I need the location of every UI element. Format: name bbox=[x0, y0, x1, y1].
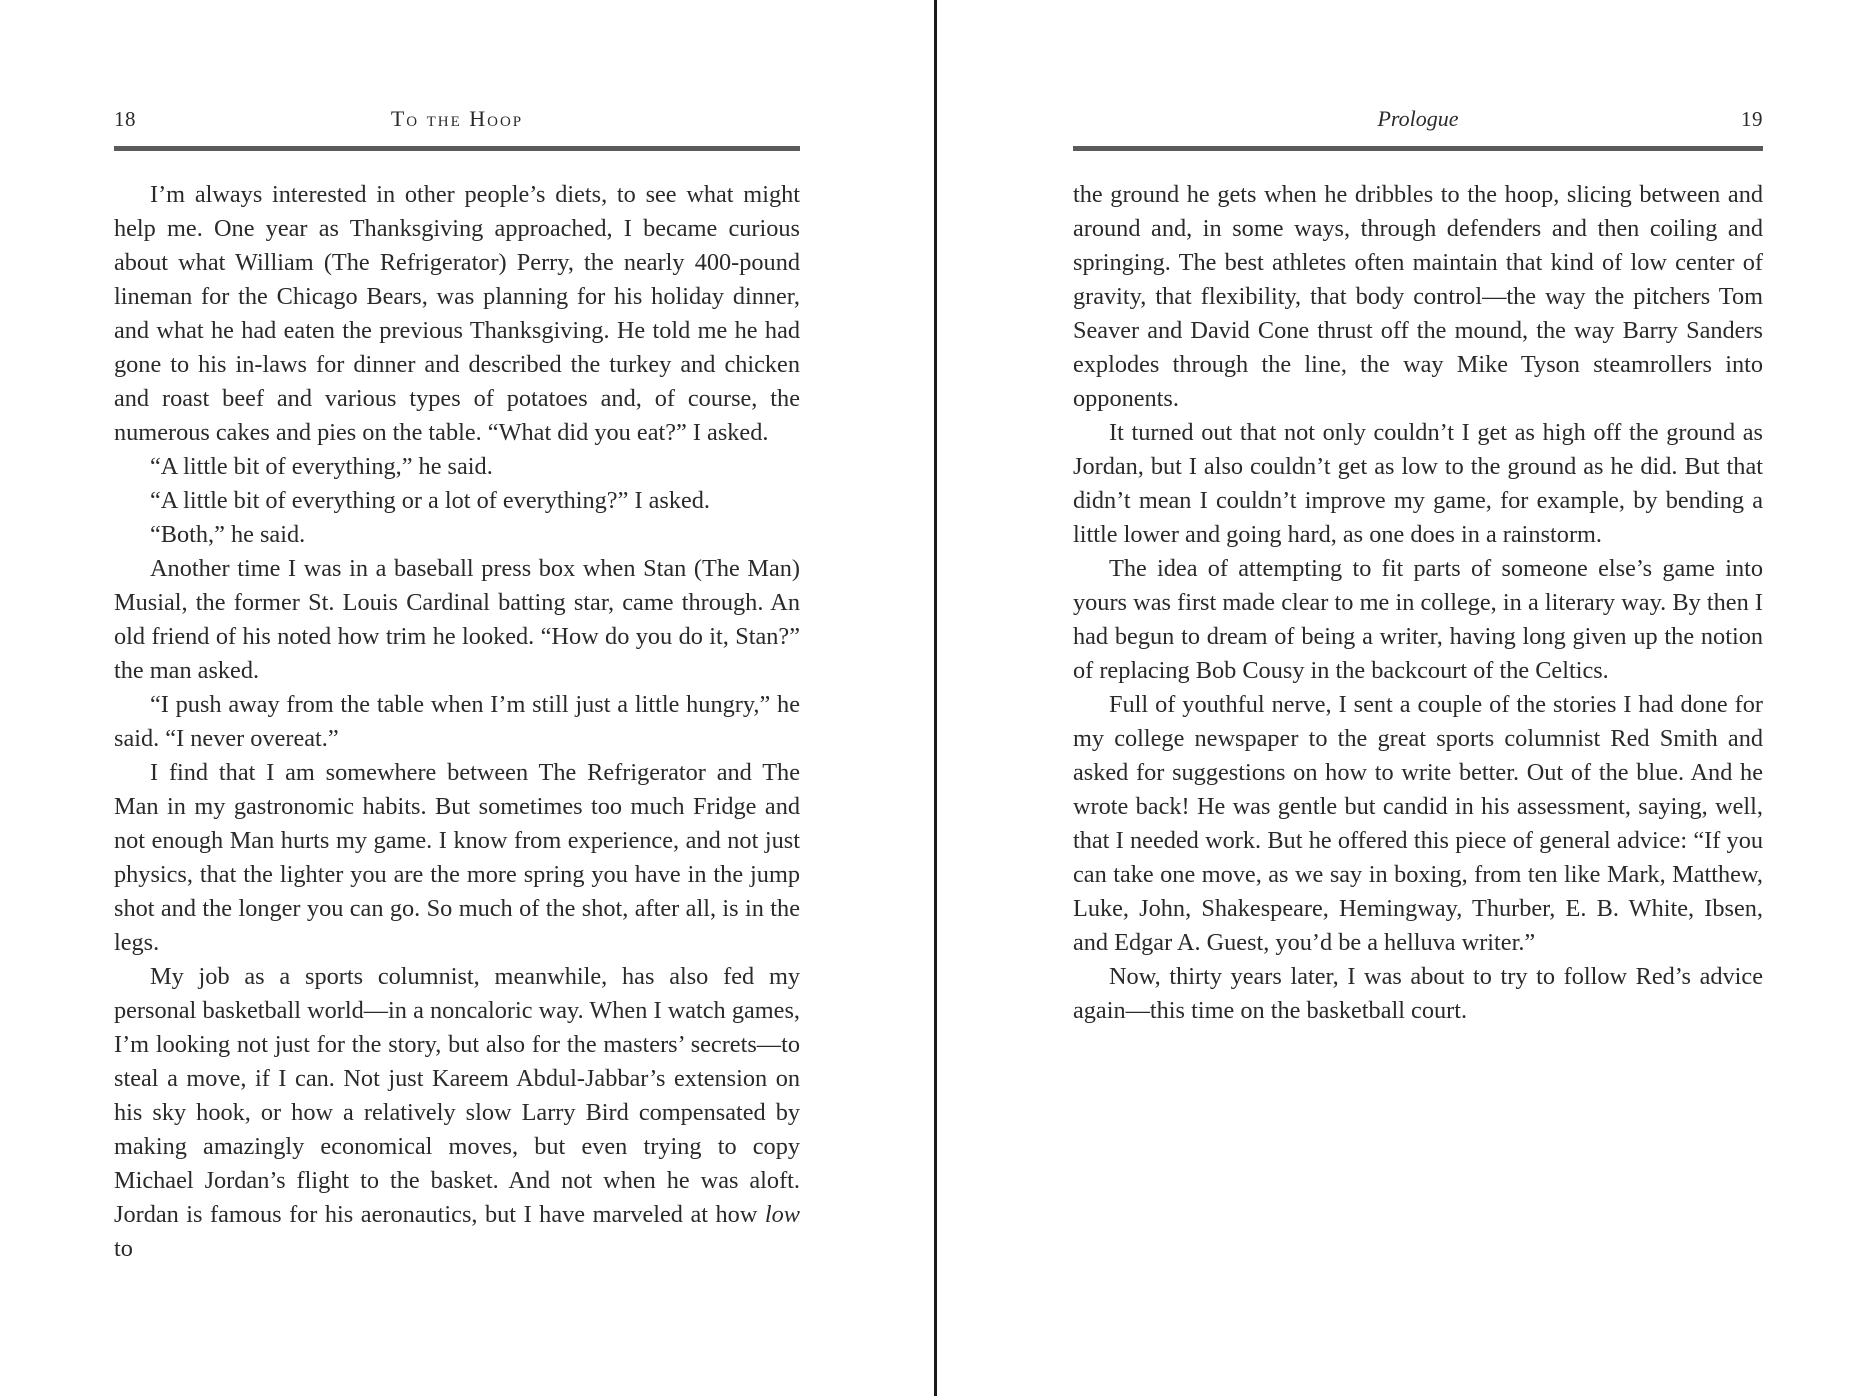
paragraph: Another time I was in a baseball press box when Stan (The Man) Musial, the former St. Louis Cardinal batting star, came through. An old friend of his noted how trim he looked. “How do you do it, Stan?” the man asked. bbox=[114, 555, 800, 684]
paragraph bbox=[114, 960, 800, 1266]
paragraph: I find that I am somewhere between The Refrigerator and The Man in my gastronomic habits. But sometimes too much Fridge and not enough Man hurts my game. I know from experience, and not just physics, that the lighter you are the more spring you have in the jump shot and the longer you can go. So much of the shot, after all, is in the legs. bbox=[114, 759, 800, 956]
paragraph: “A little bit of everything,” he said. bbox=[150, 453, 493, 480]
paragraph: It turned out that not only couldn’t I get as high off the ground as Jordan, but I also couldn’t get as low to the ground as he did. But that didn’t mean I couldn’t improve my game, for example, by bending a little lower and going hard, as one does in a rainstorm. bbox=[1073, 419, 1763, 548]
paragraph: Full of youthful nerve, I sent a couple of the stories I had done for my college newspaper to the great sports columnist Red Smith and asked for suggestions on how to write better. Out of the blue. And he wrote back! He was gentle but candid in his assessment, saying, well, that I needed work. But he offered this piece of general advice: “If you can take one move, as we say in boxing, from ten like Mark, Matthew, Luke, John, Shakespeare, Hemingway, Thurber, E. B. White, Ibsen, and Edgar A. Guest, you’d be a helluva writer.” bbox=[1073, 691, 1763, 956]
paragraph-text: to bbox=[114, 1235, 133, 1262]
emphasis-text: low bbox=[764, 1201, 800, 1228]
running-head-book-title: To the Hoop bbox=[390, 106, 524, 131]
paragraph-continued: the ground he gets when he dribbles to the hoop, slicing between and around and, in some ways, through defenders and then coiling and springing. The best athletes often maintain that kind of low center of gravity, that flexibility, that body control—the way the pitchers Tom Seaver and David Cone thrust off the mound, the way Barry Sanders explodes through the line, the way Mike Tyson steamrollers into opponents. bbox=[1073, 181, 1763, 412]
paragraph: Now, thirty years later, I was about to try to follow Red’s advice again—this time on the basketball court. bbox=[1073, 963, 1763, 1024]
paragraph: “Both,” he said. bbox=[150, 521, 306, 548]
right-page bbox=[937, 0, 1862, 1396]
left-page-header bbox=[114, 104, 800, 134]
header-rule bbox=[1073, 146, 1763, 151]
paragraph: I’m always interested in other people’s diets, to see what might help me. One year as Thanksgiving approached, I became curious about what William (The Refrigerator) Perry, the nearly 400-pound lineman for the Chicago Bears, was planning for his holiday dinner, and what he had eaten the previous Thanksgiving. He told me he had gone to his in-laws for dinner and described the turkey and chicken and roast beef and various types of potatoes and, of course, the numerous cakes and pies on the table. “What did you eat?” I asked. bbox=[114, 181, 800, 446]
paragraph: “I push away from the table when I’m still just a little hungry,” he said. “I never overeat.” bbox=[114, 691, 800, 752]
paragraph: The idea of attempting to fit parts of someone else’s game into yours was first made clear to me in college, in a literary way. By then I had begun to dream of being a writer, having long given up the notion of replacing Bob Cousy in the backcourt of the Celtics. bbox=[1073, 555, 1763, 684]
page-number: 19 bbox=[1741, 107, 1763, 131]
header-rule bbox=[114, 146, 800, 151]
right-page-header bbox=[1073, 104, 1763, 134]
page-number: 18 bbox=[114, 107, 136, 131]
paragraph: “A little bit of everything or a lot of everything?” I asked. bbox=[150, 487, 711, 514]
running-head-chapter-title: Prologue bbox=[1377, 106, 1459, 131]
paragraph-text: My job as a sports columnist, meanwhile, has also fed my personal basketball world—in a noncaloric way. When I watch games, I’m looking not just for the story, but also for the masters’ secrets—to steal a move, if I can. Not just Kareem Abdul-Jabbar’s extension on his sky hook, or how a relatively slow Larry Bird compensated by making amazingly economical moves, but even trying to copy Michael Jordan’s flight to the basket. And not when he was aloft. Jordan is famous for his aeronautics, but I have marveled at how bbox=[114, 963, 800, 1228]
left-page-body bbox=[114, 178, 800, 1266]
right-page-body bbox=[1073, 178, 1763, 1028]
